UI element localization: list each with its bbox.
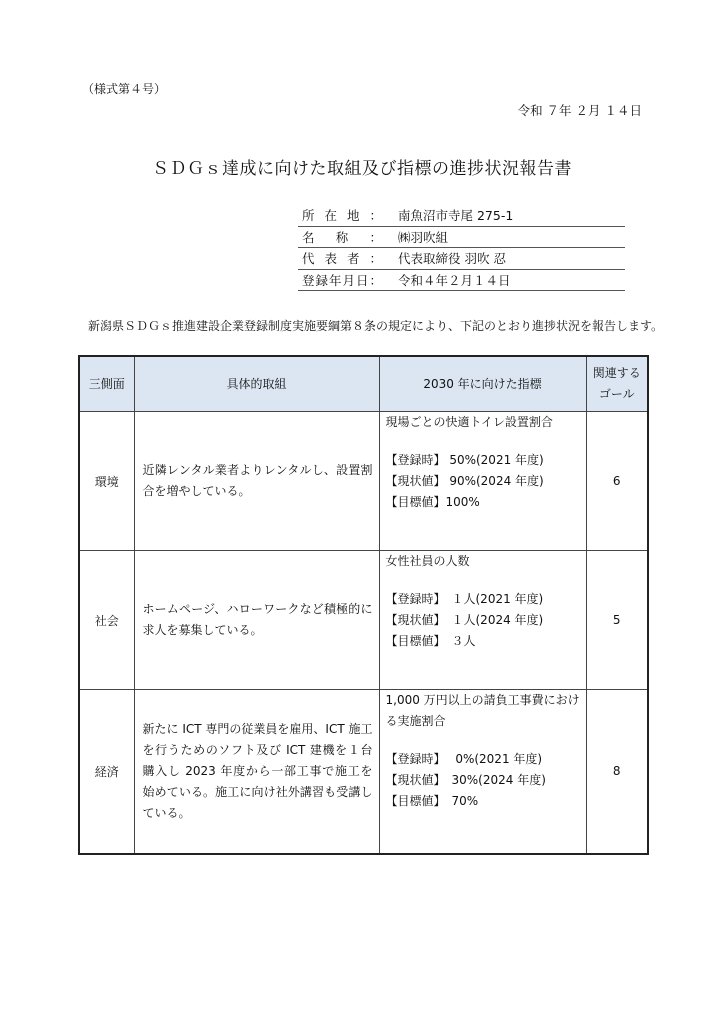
goal-cell: 5	[586, 551, 648, 690]
info-row-name	[298, 226, 625, 248]
action-cell: ホームページ、ハローワークなど積極的に求人を募集している。	[134, 551, 379, 690]
info-label: 登録年月日：	[302, 272, 382, 288]
table-row	[79, 551, 648, 690]
aspect-cell: 環境	[79, 412, 134, 551]
indicator-title: 現場ごとの快適トイレ設置割合	[385, 415, 553, 429]
info-value: 南魚沼市寺尾 275-1	[394, 205, 625, 226]
indicator-line: 【目標値】 ３人	[385, 634, 476, 648]
indicator-title: 女性社員の人数	[385, 554, 470, 568]
action-cell: 新たに ICT 専門の従業員を雇用、ICT 施工を行うためのソフト及び ICT 建機を１台購入し 2023 年度から一部工事で施工を始めている。施工に向け社外講習も受講している。	[134, 690, 379, 854]
goal-cell: 8	[586, 690, 648, 854]
indicator-line: 【現状値】 30%(2024 年度)	[385, 773, 546, 787]
header-goal	[586, 356, 648, 412]
indicator-line: 【目標値】100%	[385, 495, 480, 509]
header-goal-line2: ゴール	[598, 387, 635, 401]
aspect-cell: 社会	[79, 551, 134, 690]
info-row-representative	[298, 248, 625, 270]
table-row	[79, 412, 648, 551]
indicator-line: 【現状値】 90%(2024 年度)	[385, 474, 544, 488]
indicator-cell	[379, 690, 586, 854]
info-label: 名称：	[302, 229, 382, 245]
indicator-cell	[379, 551, 586, 690]
info-label: 代表者：	[302, 251, 382, 267]
goal-cell: 6	[586, 412, 648, 551]
indicator-line: 【登録時】 50%(2021 年度)	[385, 453, 544, 467]
indicator-line: 【登録時】 １人(2021 年度)	[385, 592, 544, 606]
header-goal-line1: 関連する	[592, 366, 641, 380]
progress-table	[78, 355, 649, 855]
table-row	[79, 690, 648, 854]
info-row-registration-date	[298, 269, 625, 291]
action-cell: 近隣レンタル業者よりレンタルし、設置割合を増やしている。	[134, 412, 379, 551]
document-title: ＳＤＧｓ達成に向けた取組及び指標の進捗状況報告書	[152, 159, 572, 179]
aspect-cell: 経済	[79, 690, 134, 854]
intro-text: 新潟県ＳＤＧｓ推進建設企業登録制度実施要綱第８条の規定により、下記のとおり進捗状況を報告します。	[88, 319, 664, 333]
info-label: 所在地：	[302, 208, 382, 224]
info-value: 代表取締役 羽吹 忍	[394, 248, 625, 270]
indicator-line: 【登録時】 0%(2021 年度)	[385, 752, 543, 766]
indicator-line: 【現状値】 １人(2024 年度)	[385, 613, 544, 627]
indicator-title: 1,000 万円以上の請負工事費における実施割合	[385, 693, 580, 728]
header-action: 具体的取組	[134, 356, 379, 412]
info-value: 令和４年２月１４日	[394, 269, 625, 291]
indicator-cell	[379, 412, 586, 551]
table-header-row	[79, 356, 648, 412]
form-number: （様式第４号）	[82, 82, 167, 96]
header-indicator: 2030 年に向けた指標	[379, 356, 586, 412]
company-info-table	[298, 205, 625, 291]
indicator-line: 【目標値】 70%	[385, 794, 479, 808]
info-value: ㈱羽吹組	[394, 226, 625, 248]
info-row-address	[298, 205, 625, 226]
header-aspect: 三側面	[79, 356, 134, 412]
report-date: 令和 ７年 ２月 １４日	[517, 103, 642, 118]
